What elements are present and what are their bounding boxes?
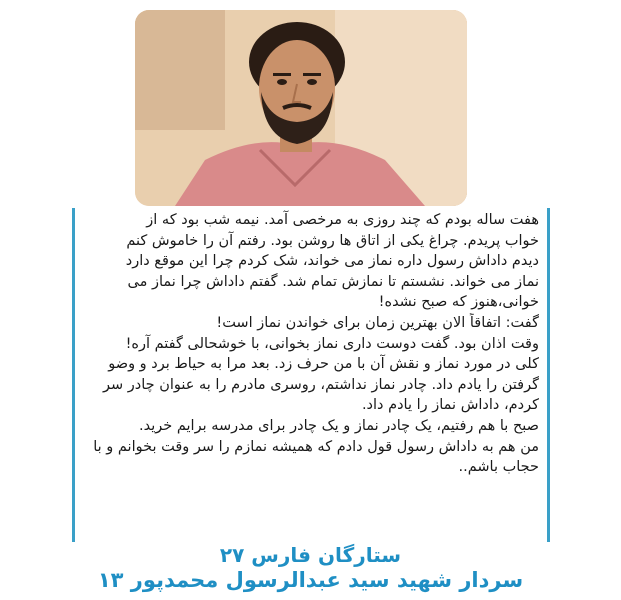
- story-line: حجاب باشم..: [458, 459, 539, 476]
- portrait-illustration: [135, 10, 467, 206]
- portrait-photo: [135, 10, 467, 206]
- story-line: من هم به داداش رسول قول دادم که همیشه نمازم را سر وقت بخوانم و با: [93, 438, 539, 455]
- footer-series-title: ستارگان فارس ۲۷: [219, 543, 402, 567]
- footer-martyr-name: سردار شهید سید عبدالرسول محمدپور ۱۳: [97, 568, 524, 592]
- story-line: خوانی،هنوز که صبح نشده!: [378, 294, 539, 311]
- story-line: گرفتن را یادم داد. چادر نماز نداشتم، روسری مادرم را به عنوان چادر سر: [103, 376, 539, 393]
- story-line: کردم، داداش نماز را یادم داد.: [361, 397, 539, 414]
- story-line: خواب پریدم. چراغ یکی از اتاق ها روشن بود. رفتم آن را خاموش کنم: [126, 232, 539, 249]
- story-line: نماز می خواند. نشستم تا نمازش تمام شد. گفتم داداش چرا نماز می: [127, 273, 539, 290]
- story-line: کلی در مورد نماز و نقش آن با من حرف زد. بعد مرا به حیاط برد و وضو: [108, 356, 539, 373]
- story-line: دیدم داداش رسول داره نماز می خواند، شک کردم چرا این موقع دارد: [125, 253, 539, 270]
- story-line: صبح با هم رفتیم، یک چادر نماز و یک چادر برای مدرسه برایم خرید.: [139, 417, 539, 434]
- story-line: گفت: اتفاقاً الان بهترین زمان برای خواندن نماز است!: [216, 314, 539, 331]
- story-line: وقت اذان بود. گفت دوست داری نماز بخوانی، با خوشحالی گفتم آره!: [125, 335, 539, 352]
- story-line: هفت ساله بودم که چند روزی به مرخصی آمد. نیمه شب بود که از: [146, 212, 539, 228]
- story-text-box: [72, 208, 550, 542]
